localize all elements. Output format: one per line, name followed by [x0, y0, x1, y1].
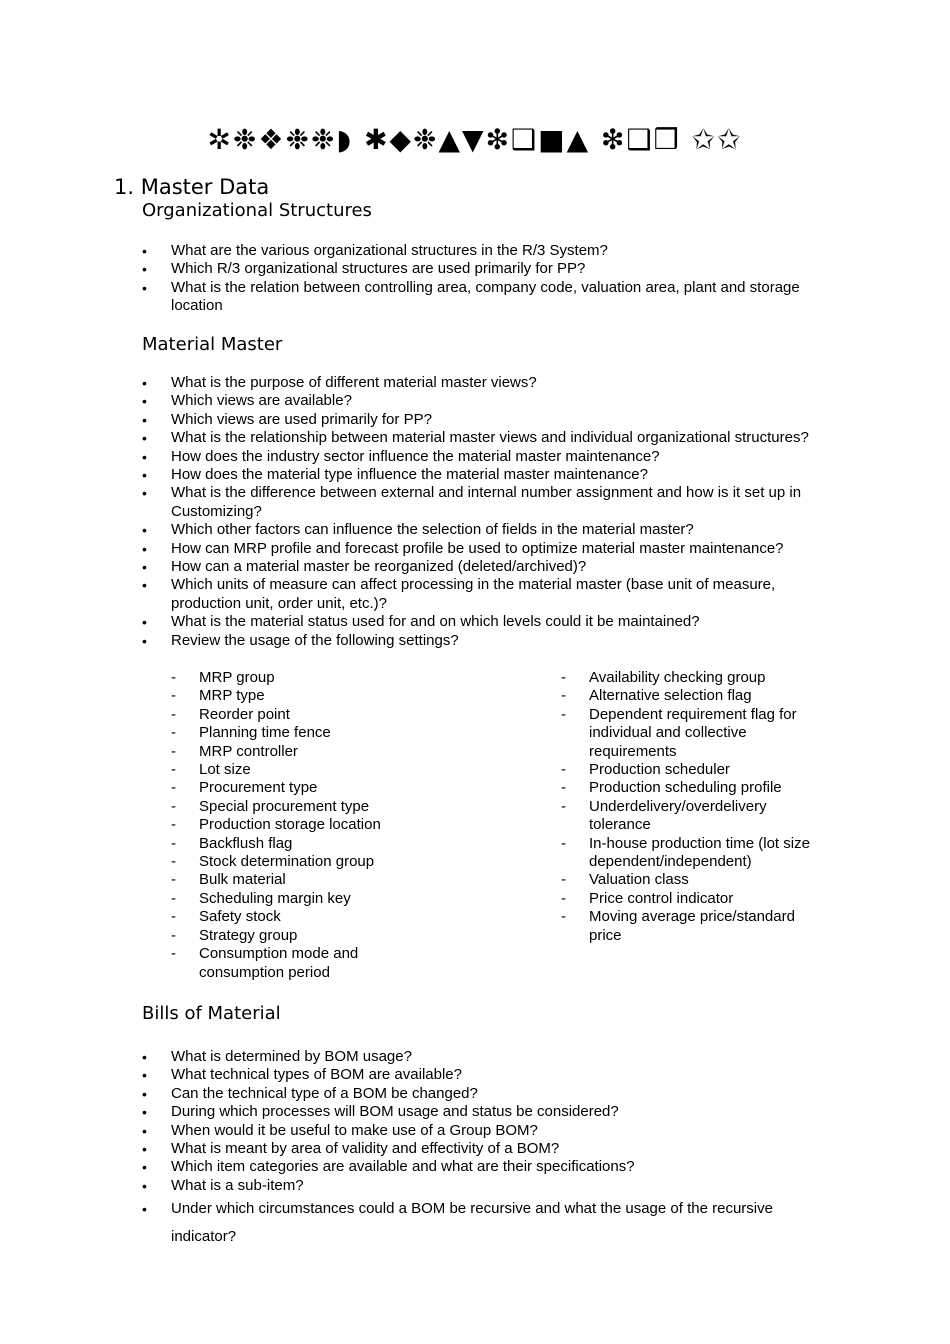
item-text: Which other factors can influence the selection of fields in the material master? [171, 521, 694, 539]
setting-item [171, 798, 386, 816]
item-text: During which processes will BOM usage and status be considered? [171, 1103, 619, 1121]
item-text: Review the usage of the following settings? [171, 631, 459, 649]
question-item [142, 242, 832, 260]
dash-marker: - [171, 797, 176, 815]
item-text: Price control indicator [589, 889, 734, 907]
setting-item [561, 687, 811, 705]
material-master-list [142, 374, 832, 650]
bullet-marker: • [142, 279, 147, 296]
setting-item [171, 835, 386, 853]
setting-item [171, 945, 386, 982]
question-item [142, 448, 832, 466]
dash-marker: - [171, 742, 176, 760]
item-text: Which views are used primarily for PP? [171, 410, 432, 428]
item-text: What is the relationship between material master views and individual organizational structures? [171, 429, 809, 447]
item-text: Can the technical type of a BOM be changed? [171, 1084, 478, 1102]
setting-item [561, 798, 811, 835]
item-text: Alternative selection flag [589, 687, 752, 705]
item-text: What is meant by area of validity and effectivity of a BOM? [171, 1140, 560, 1158]
bullet-marker: • [142, 1067, 147, 1084]
item-text: How does the industry sector influence the material master maintenance? [171, 447, 660, 465]
section-heading-master-data: 1. Master Data [114, 175, 270, 199]
item-text: How can MRP profile and forecast profile be used to optimize material master maintenance? [171, 539, 784, 557]
bullet-marker: • [142, 1141, 147, 1158]
item-text: Moving average price/standard price [589, 908, 795, 944]
item-text: Production scheduler [589, 761, 730, 779]
dash-marker: - [561, 761, 566, 779]
setting-item [561, 669, 811, 687]
item-text: MRP controller [199, 742, 298, 760]
dash-marker: - [171, 945, 176, 963]
item-text: Stock determination group [199, 853, 375, 871]
question-item [142, 613, 832, 631]
setting-item [171, 669, 386, 687]
setting-item [561, 908, 811, 945]
bullet-marker: • [142, 1177, 147, 1194]
item-text: Dependent requirement flag for individual and collective requirements [589, 705, 797, 760]
dash-marker: - [171, 816, 176, 834]
item-text: Which views are available? [171, 392, 352, 410]
item-text: Which units of measure can affect processing in the material master (base unit of measure, production unit, order unit, etc.)? [171, 576, 776, 612]
item-text: Under which circumstances could a BOM be recursive and what the usage of the recursive indicator? [171, 1200, 773, 1246]
bullet-marker: • [142, 393, 147, 410]
question-item [142, 576, 832, 613]
question-item [142, 1195, 832, 1251]
setting-item [171, 927, 386, 945]
bullet-marker: • [142, 1201, 147, 1218]
dash-marker: - [561, 871, 566, 889]
dash-marker: - [561, 669, 566, 686]
setting-item [171, 706, 386, 724]
question-item [142, 411, 832, 429]
setting-item [171, 743, 386, 761]
setting-item [171, 761, 386, 779]
question-item [142, 279, 832, 316]
item-text: Backflush flag [199, 834, 293, 852]
subheading-bills-of-material: Bills of Material [142, 1003, 281, 1024]
settings-list-right [561, 669, 811, 945]
bullet-marker: • [142, 375, 147, 391]
item-text: Safety stock [199, 908, 281, 926]
bullet-marker: • [142, 614, 147, 631]
item-text: What is the difference between external and internal number assignment and how is it set up in Customizing? [171, 484, 802, 520]
item-text: Special procurement type [199, 797, 370, 815]
item-text: How can a material master be reorganized (deleted/archived)? [171, 558, 587, 576]
bullet-marker: • [142, 632, 147, 649]
dash-marker: - [171, 761, 176, 779]
bullet-marker: • [142, 1085, 147, 1102]
setting-item [171, 908, 386, 926]
item-text: Production storage location [199, 816, 381, 834]
item-text: MRP type [199, 687, 265, 705]
dash-marker: - [171, 834, 176, 852]
dash-marker: - [561, 687, 566, 705]
bullet-marker: • [142, 467, 147, 484]
item-text: Production scheduling profile [589, 779, 782, 797]
question-item [142, 1066, 832, 1084]
item-text: What is the material status used for and on which levels could it be maintained? [171, 613, 700, 631]
question-item [142, 466, 832, 484]
dash-marker: - [171, 687, 176, 705]
dash-marker: - [171, 926, 176, 944]
bom-list [142, 1048, 832, 1251]
bullet-marker: • [142, 261, 147, 278]
setting-item [171, 890, 386, 908]
dash-marker: - [561, 889, 566, 907]
question-item [142, 1158, 832, 1176]
question-item [142, 1122, 832, 1140]
question-item [142, 1103, 832, 1121]
subheading-organizational-structures: Organizational Structures [142, 200, 372, 221]
org-structures-list [142, 242, 832, 316]
setting-item [171, 724, 386, 742]
item-text: MRP group [199, 669, 275, 686]
bullet-marker: • [142, 577, 147, 594]
question-item [142, 521, 832, 539]
settings-list-left [171, 669, 386, 982]
question-item [142, 429, 832, 447]
setting-item [171, 816, 386, 834]
bullet-marker: • [142, 559, 147, 576]
bullet-marker: • [142, 430, 147, 447]
question-item [142, 1048, 832, 1066]
item-text: Reorder point [199, 705, 290, 723]
question-item [142, 484, 832, 521]
question-item [142, 1085, 832, 1103]
question-item [142, 374, 832, 392]
dash-marker: - [171, 705, 176, 723]
setting-item [171, 687, 386, 705]
item-text: Bulk material [199, 871, 286, 889]
setting-item [171, 779, 386, 797]
dash-marker: - [561, 797, 566, 815]
item-text: Planning time fence [199, 724, 331, 742]
item-text: Availability checking group [589, 669, 766, 686]
bullet-marker: • [142, 448, 147, 465]
dash-marker: - [171, 908, 176, 926]
document-title: ✲❉❖❉❉◗ ✱◆❉▲▼❇❑■▲ ❇❑❒ ✩✩ [207, 123, 743, 156]
item-text: When would it be useful to make use of a Group BOM? [171, 1121, 538, 1139]
dash-marker: - [171, 724, 176, 742]
bullet-marker: • [142, 485, 147, 502]
question-item [142, 558, 832, 576]
bullet-marker: • [142, 1049, 147, 1065]
setting-item [171, 853, 386, 871]
item-text: Underdelivery/overdelivery tolerance [589, 797, 767, 834]
subheading-material-master: Material Master [142, 334, 283, 355]
setting-item [561, 890, 811, 908]
dash-marker: - [561, 908, 566, 926]
item-text: What are the various organizational structures in the R/3 System? [171, 242, 608, 259]
setting-item [561, 835, 811, 872]
bullet-marker: • [142, 243, 147, 259]
item-text: What is the relation between controlling area, company code, valuation area, plant and storage location [171, 278, 800, 315]
setting-item [561, 779, 811, 797]
item-text: What is a sub-item? [171, 1176, 304, 1194]
item-text: Which item categories are available and what are their specifications? [171, 1158, 635, 1176]
question-item [142, 1140, 832, 1158]
item-text: Lot size [199, 761, 251, 779]
setting-item [561, 871, 811, 889]
dash-marker: - [171, 853, 176, 871]
question-item [142, 260, 832, 278]
question-item [142, 632, 832, 650]
bullet-marker: • [142, 522, 147, 539]
bullet-marker: • [142, 1104, 147, 1121]
dash-marker: - [561, 834, 566, 852]
setting-item [561, 706, 811, 761]
question-item [142, 392, 832, 410]
bullet-marker: • [142, 411, 147, 428]
item-text: Procurement type [199, 779, 318, 797]
setting-item [171, 871, 386, 889]
item-text: What is the purpose of different material master views? [171, 374, 537, 391]
item-text: Scheduling margin key [199, 889, 351, 907]
dash-marker: - [171, 889, 176, 907]
item-text: What technical types of BOM are available? [171, 1066, 462, 1084]
item-text: In-house production time (lot size dependent/independent) [589, 834, 810, 871]
dash-marker: - [171, 779, 176, 797]
dash-marker: - [171, 871, 176, 889]
item-text: Consumption mode and consumption period [199, 945, 359, 981]
setting-item [561, 761, 811, 779]
item-text: Strategy group [199, 926, 298, 944]
bullet-marker: • [142, 1159, 147, 1176]
item-text: Valuation class [589, 871, 689, 889]
question-item [142, 1177, 832, 1195]
item-text: How does the material type influence the material master maintenance? [171, 466, 648, 484]
dash-marker: - [171, 669, 176, 686]
dash-marker: - [561, 779, 566, 797]
item-text: What is determined by BOM usage? [171, 1048, 412, 1065]
dash-marker: - [561, 705, 566, 723]
question-item [142, 540, 832, 558]
bullet-marker: • [142, 1122, 147, 1139]
item-text: Which R/3 organizational structures are used primarily for PP? [171, 260, 586, 278]
bullet-marker: • [142, 540, 147, 557]
